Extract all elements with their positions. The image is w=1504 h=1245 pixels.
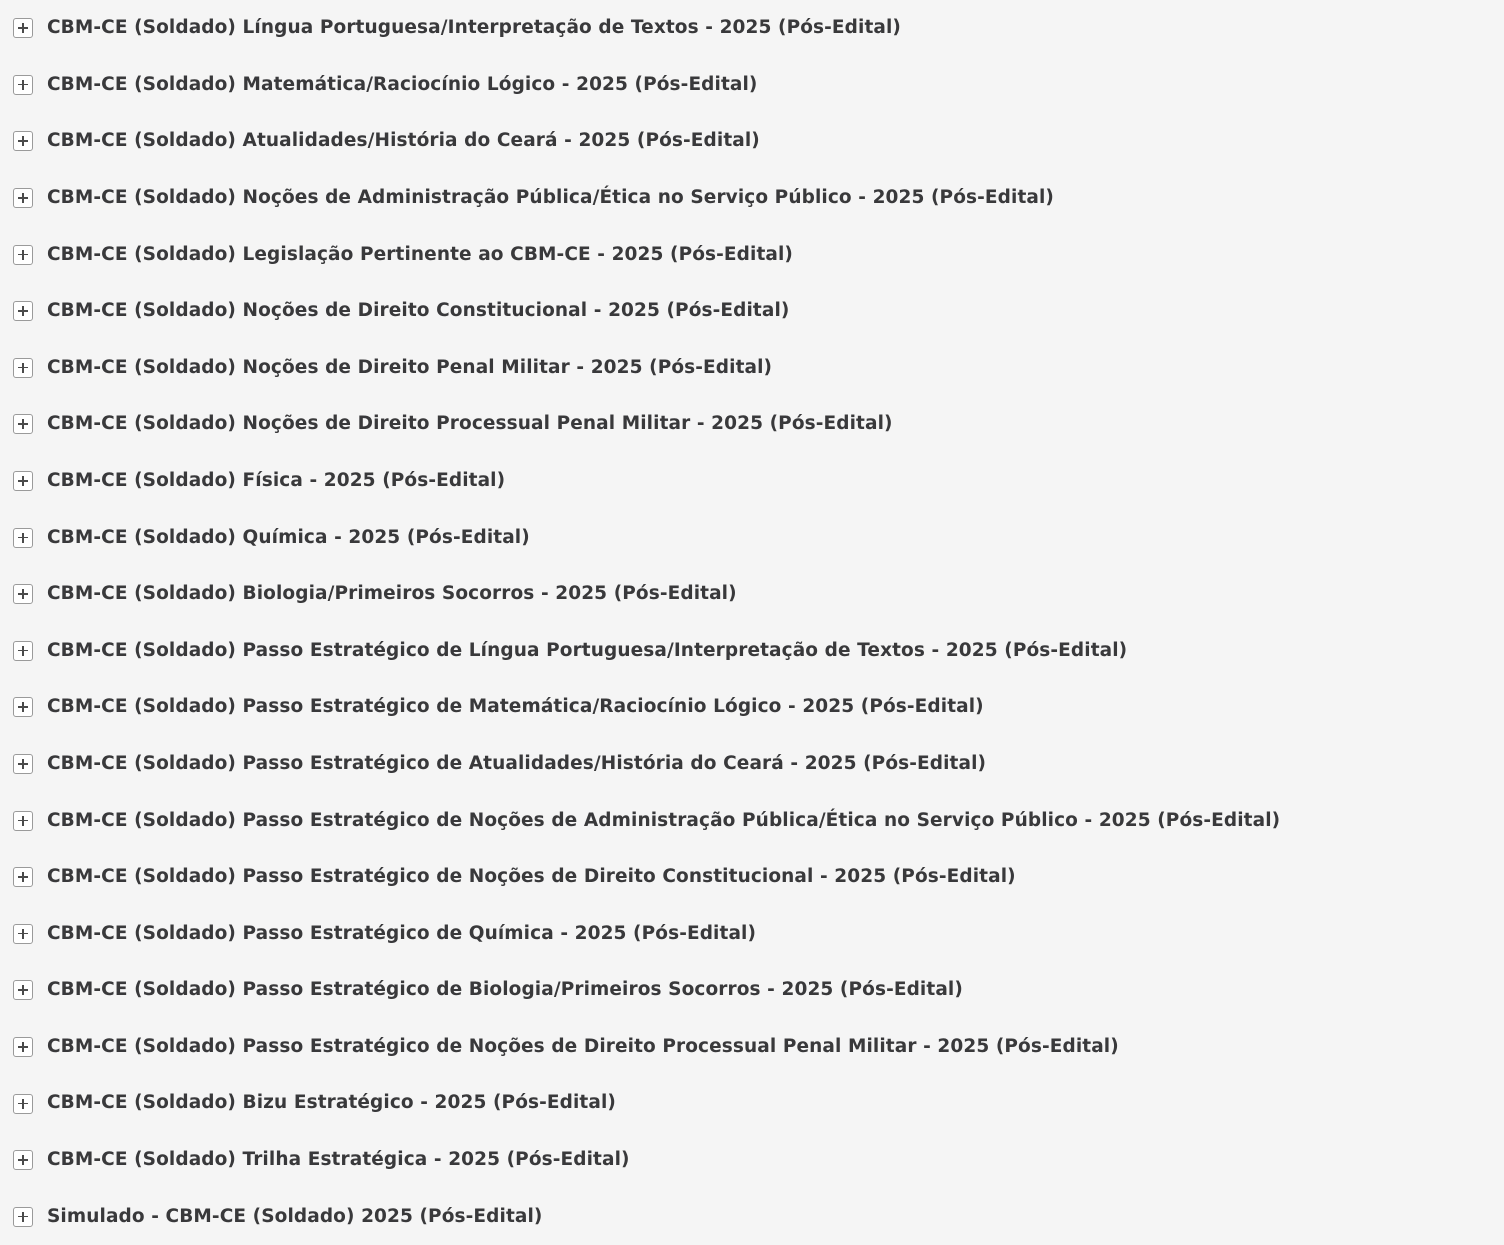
course-title[interactable]: CBM-CE (Soldado) Legislação Pertinente ao CBM-CE - 2025 (Pós-Edital) — [47, 243, 793, 265]
course-title[interactable]: CBM-CE (Soldado) Trilha Estratégica - 2025 (Pós-Edital) — [47, 1149, 630, 1171]
list-item[interactable] — [0, 1188, 1504, 1245]
list-item[interactable] — [0, 57, 1504, 114]
list-item[interactable] — [0, 623, 1504, 680]
plus-square-icon[interactable] — [13, 18, 33, 38]
list-item[interactable] — [0, 792, 1504, 849]
plus-square-icon[interactable] — [13, 754, 33, 774]
list-item[interactable] — [0, 736, 1504, 793]
list-item[interactable] — [0, 1019, 1504, 1076]
course-title[interactable]: CBM-CE (Soldado) Passo Estratégico de Química - 2025 (Pós-Edital) — [47, 922, 757, 944]
plus-square-icon[interactable] — [13, 471, 33, 491]
plus-square-icon[interactable] — [13, 131, 33, 151]
course-title[interactable]: CBM-CE (Soldado) Língua Portuguesa/Interpretação de Textos - 2025 (Pós-Edital) — [47, 17, 901, 39]
list-item[interactable] — [0, 226, 1504, 283]
plus-square-icon[interactable] — [13, 188, 33, 208]
plus-square-icon[interactable] — [13, 641, 33, 661]
course-title[interactable]: Simulado - CBM-CE (Soldado) 2025 (Pós-Edital) — [47, 1205, 543, 1227]
list-item[interactable] — [0, 283, 1504, 340]
course-title[interactable]: CBM-CE (Soldado) Noções de Administração Pública/Ética no Serviço Público - 2025 (Pós-Edital) — [47, 186, 1054, 208]
course-title[interactable]: CBM-CE (Soldado) Passo Estratégico de Biologia/Primeiros Socorros - 2025 (Pós-Edital) — [47, 979, 963, 1001]
list-item[interactable] — [0, 0, 1504, 57]
list-item[interactable] — [0, 679, 1504, 736]
course-title[interactable]: CBM-CE (Soldado) Física - 2025 (Pós-Edital) — [47, 469, 506, 491]
plus-square-icon[interactable] — [13, 1037, 33, 1057]
list-item[interactable] — [0, 1132, 1504, 1189]
plus-square-icon[interactable] — [13, 980, 33, 1000]
course-title[interactable]: CBM-CE (Soldado) Matemática/Raciocínio Lógico - 2025 (Pós-Edital) — [47, 73, 758, 95]
list-item[interactable] — [0, 849, 1504, 906]
plus-square-icon[interactable] — [13, 1094, 33, 1114]
plus-square-icon[interactable] — [13, 414, 33, 434]
plus-square-icon[interactable] — [13, 924, 33, 944]
plus-square-icon[interactable] — [13, 1207, 33, 1227]
plus-square-icon[interactable] — [13, 697, 33, 717]
plus-square-icon[interactable] — [13, 245, 33, 265]
plus-square-icon[interactable] — [13, 1150, 33, 1170]
course-title[interactable]: CBM-CE (Soldado) Passo Estratégico de Noções de Direito Constitucional - 2025 (Pós-Edital) — [47, 866, 1016, 888]
course-title[interactable]: CBM-CE (Soldado) Passo Estratégico de Língua Portuguesa/Interpretação de Textos - 2025 (Pós-Edital) — [47, 639, 1128, 661]
plus-square-icon[interactable] — [13, 301, 33, 321]
list-item[interactable] — [0, 962, 1504, 1019]
course-title[interactable]: CBM-CE (Soldado) Passo Estratégico de Atualidades/História do Ceará - 2025 (Pós-Edital) — [47, 752, 987, 774]
plus-square-icon[interactable] — [13, 811, 33, 831]
course-title[interactable]: CBM-CE (Soldado) Noções de Direito Penal Militar - 2025 (Pós-Edital) — [47, 356, 773, 378]
plus-square-icon[interactable] — [13, 584, 33, 604]
plus-square-icon[interactable] — [13, 528, 33, 548]
course-title[interactable]: CBM-CE (Soldado) Passo Estratégico de Noções de Direito Processual Penal Militar - 2025 (Pós-Edital) — [47, 1035, 1119, 1057]
list-item[interactable] — [0, 509, 1504, 566]
list-item[interactable] — [0, 453, 1504, 510]
list-item[interactable] — [0, 566, 1504, 623]
list-item[interactable] — [0, 340, 1504, 397]
list-item[interactable] — [0, 396, 1504, 453]
list-item[interactable] — [0, 906, 1504, 963]
course-title[interactable]: CBM-CE (Soldado) Passo Estratégico de Matemática/Raciocínio Lógico - 2025 (Pós-Edital) — [47, 696, 984, 718]
list-item[interactable] — [0, 113, 1504, 170]
list-item[interactable] — [0, 1075, 1504, 1132]
course-title[interactable]: CBM-CE (Soldado) Noções de Direito Processual Penal Militar - 2025 (Pós-Edital) — [47, 413, 893, 435]
course-title[interactable]: CBM-CE (Soldado) Passo Estratégico de Noções de Administração Pública/Ética no Serviço Público - 2025 (Pós-Edital) — [47, 809, 1281, 831]
course-title[interactable]: CBM-CE (Soldado) Atualidades/História do Ceará - 2025 (Pós-Edital) — [47, 130, 760, 152]
plus-square-icon[interactable] — [13, 867, 33, 887]
course-title[interactable]: CBM-CE (Soldado) Biologia/Primeiros Socorros - 2025 (Pós-Edital) — [47, 583, 737, 605]
plus-square-icon[interactable] — [13, 358, 33, 378]
course-title[interactable]: CBM-CE (Soldado) Química - 2025 (Pós-Edital) — [47, 526, 530, 548]
course-title[interactable]: CBM-CE (Soldado) Noções de Direito Constitucional - 2025 (Pós-Edital) — [47, 300, 790, 322]
course-title[interactable]: CBM-CE (Soldado) Bizu Estratégico - 2025 (Pós-Edital) — [47, 1092, 616, 1114]
plus-square-icon[interactable] — [13, 75, 33, 95]
list-item[interactable] — [0, 170, 1504, 227]
